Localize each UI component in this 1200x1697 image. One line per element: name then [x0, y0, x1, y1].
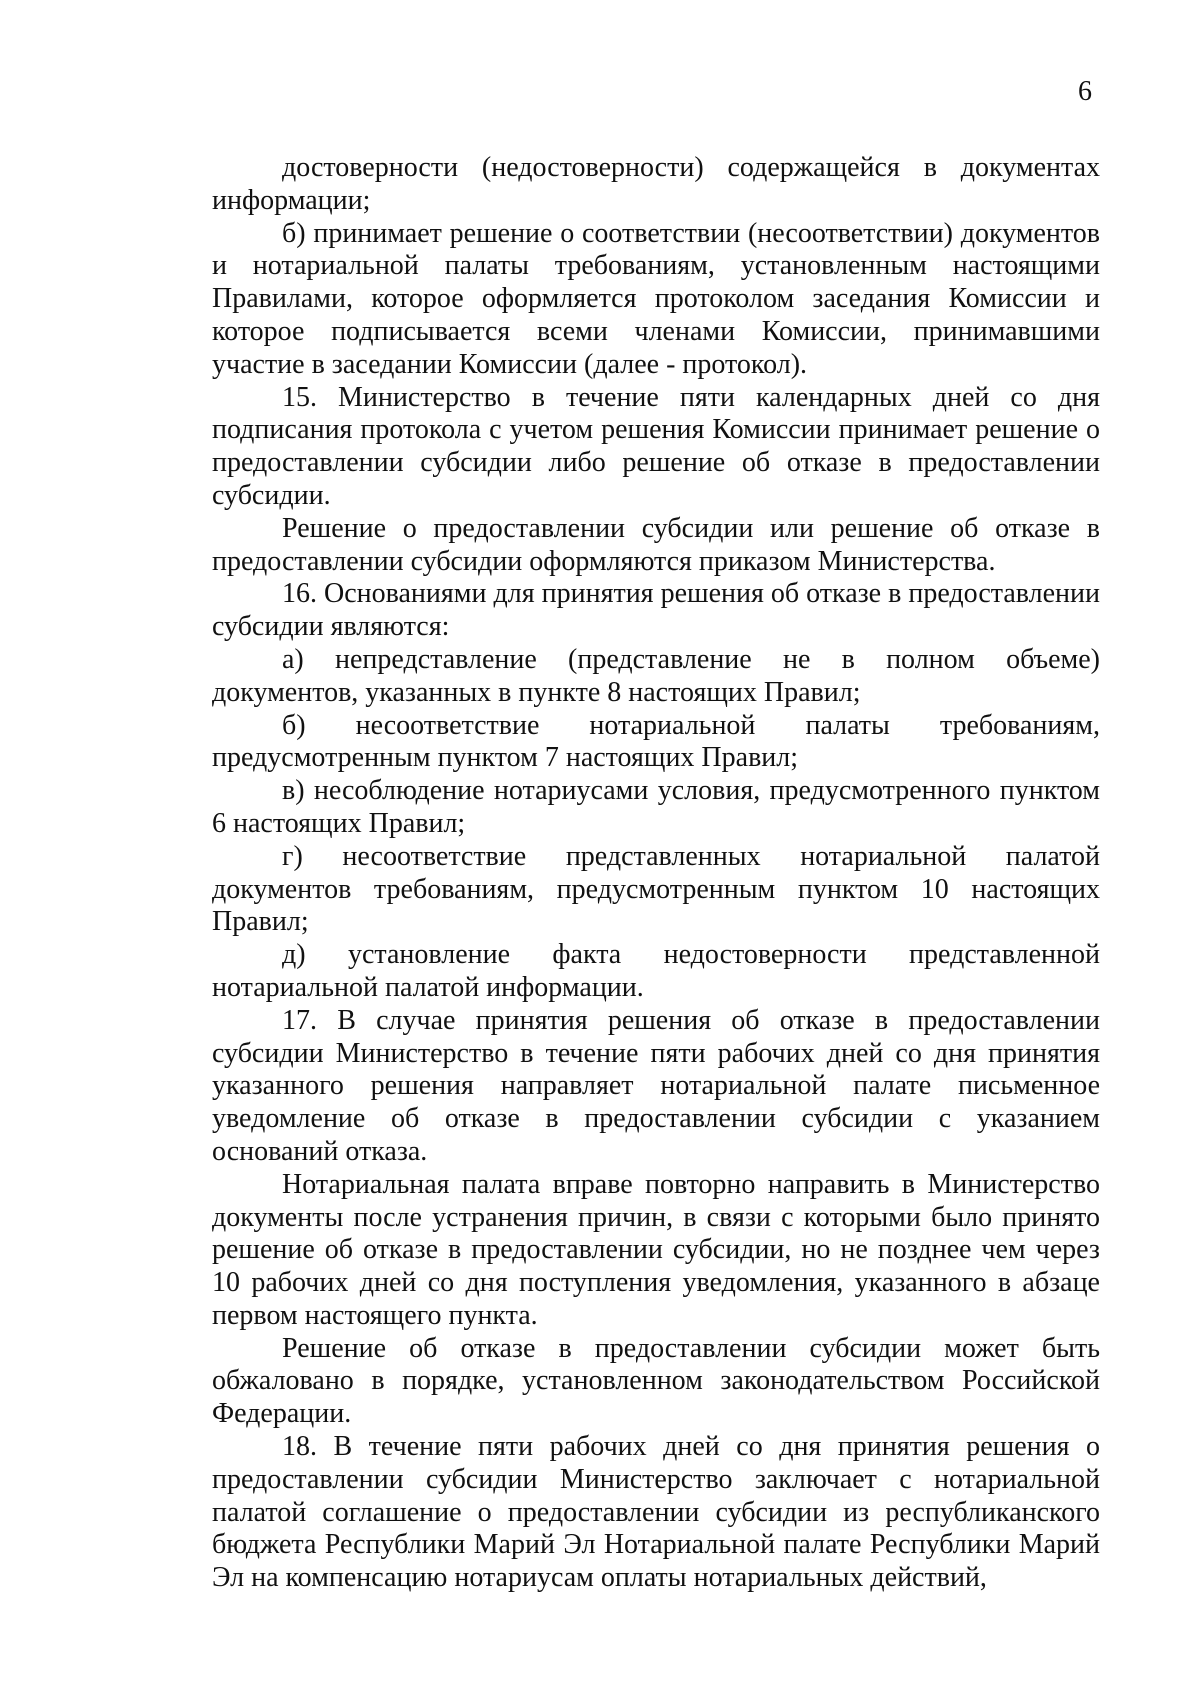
paragraph: достоверности (недостоверности) содержащейся в документах информации;	[212, 152, 1100, 216]
paragraph: Решение об отказе в предоставлении субсидии может быть обжаловано в порядке, установленном законодательством Российской Федерации.	[212, 1332, 1100, 1430]
paragraph: 15. Министерство в течение пяти календарных дней со дня подписания протокола с учетом решения Комиссии принимает решение о предоставлении субсидии либо решение об отказе в предоставлении субсидии.	[212, 381, 1100, 511]
document-body	[212, 152, 1100, 1595]
paragraph: б) несоответствие нотариальной палаты требованиям, предусмотренным пунктом 7 настоящих Правил;	[212, 709, 1100, 774]
paragraph: г) несоответствие представленных нотариальной палатой документов требованиям, предусмотренным пунктом 10 настоящих Правил;	[212, 840, 1100, 938]
paragraph: Решение о предоставлении субсидии или решение об отказе в предоставлении субсидии оформляются приказом Министерства.	[212, 512, 1100, 577]
paragraph: 18. В течение пяти рабочих дней со дня принятия решения о предоставлении субсидии Министерство заключает с нотариальной палатой соглашение о предоставлении субсидии из республиканского бюджета Республики Марий Эл Нотариальной палате Республики Марий Эл на компенсацию нотариусам оплаты нотариальных действий,	[212, 1431, 1100, 1594]
paragraph: Нотариальная палата вправе повторно направить в Министерство документы после устранения причин, в связи с которыми было принято решение об отказе в предоставлении субсидии, но не позднее чем через 10 рабочих дней со дня поступления уведомления, указанного в абзаце первом настоящего пункта.	[212, 1168, 1100, 1331]
paragraph: 16. Основаниями для принятия решения об отказе в предоставлении субсидии являются:	[212, 578, 1100, 643]
paragraph: 17. В случае принятия решения об отказе в предоставлении субсидии Министерство в течение пяти рабочих дней со дня принятия указанного решения направляет нотариальной палате письменное уведомление об отказе в предоставлении субсидии с указанием оснований отказа.	[212, 1004, 1100, 1167]
page-number: 6	[1078, 76, 1092, 107]
paragraph: б) принимает решение о соответствии (несоответствии) документов и нотариальной палаты требованиям, установленным настоящими Правилами, которое оформляется протоколом заседания Комиссии и которое подписывается всеми членами Комиссии, принимавшими участие в заседании Комиссии (далее - протокол).	[212, 217, 1100, 380]
paragraph: д) установление факта недостоверности представленной нотариальной палатой информации.	[212, 939, 1100, 1003]
paragraph: в) несоблюдение нотариусами условия, предусмотренного пунктом 6 настоящих Правил;	[212, 775, 1100, 839]
paragraph: а) непредставление (представление не в полном объеме) документов, указанных в пункте 8 настоящих Правил;	[212, 643, 1100, 708]
